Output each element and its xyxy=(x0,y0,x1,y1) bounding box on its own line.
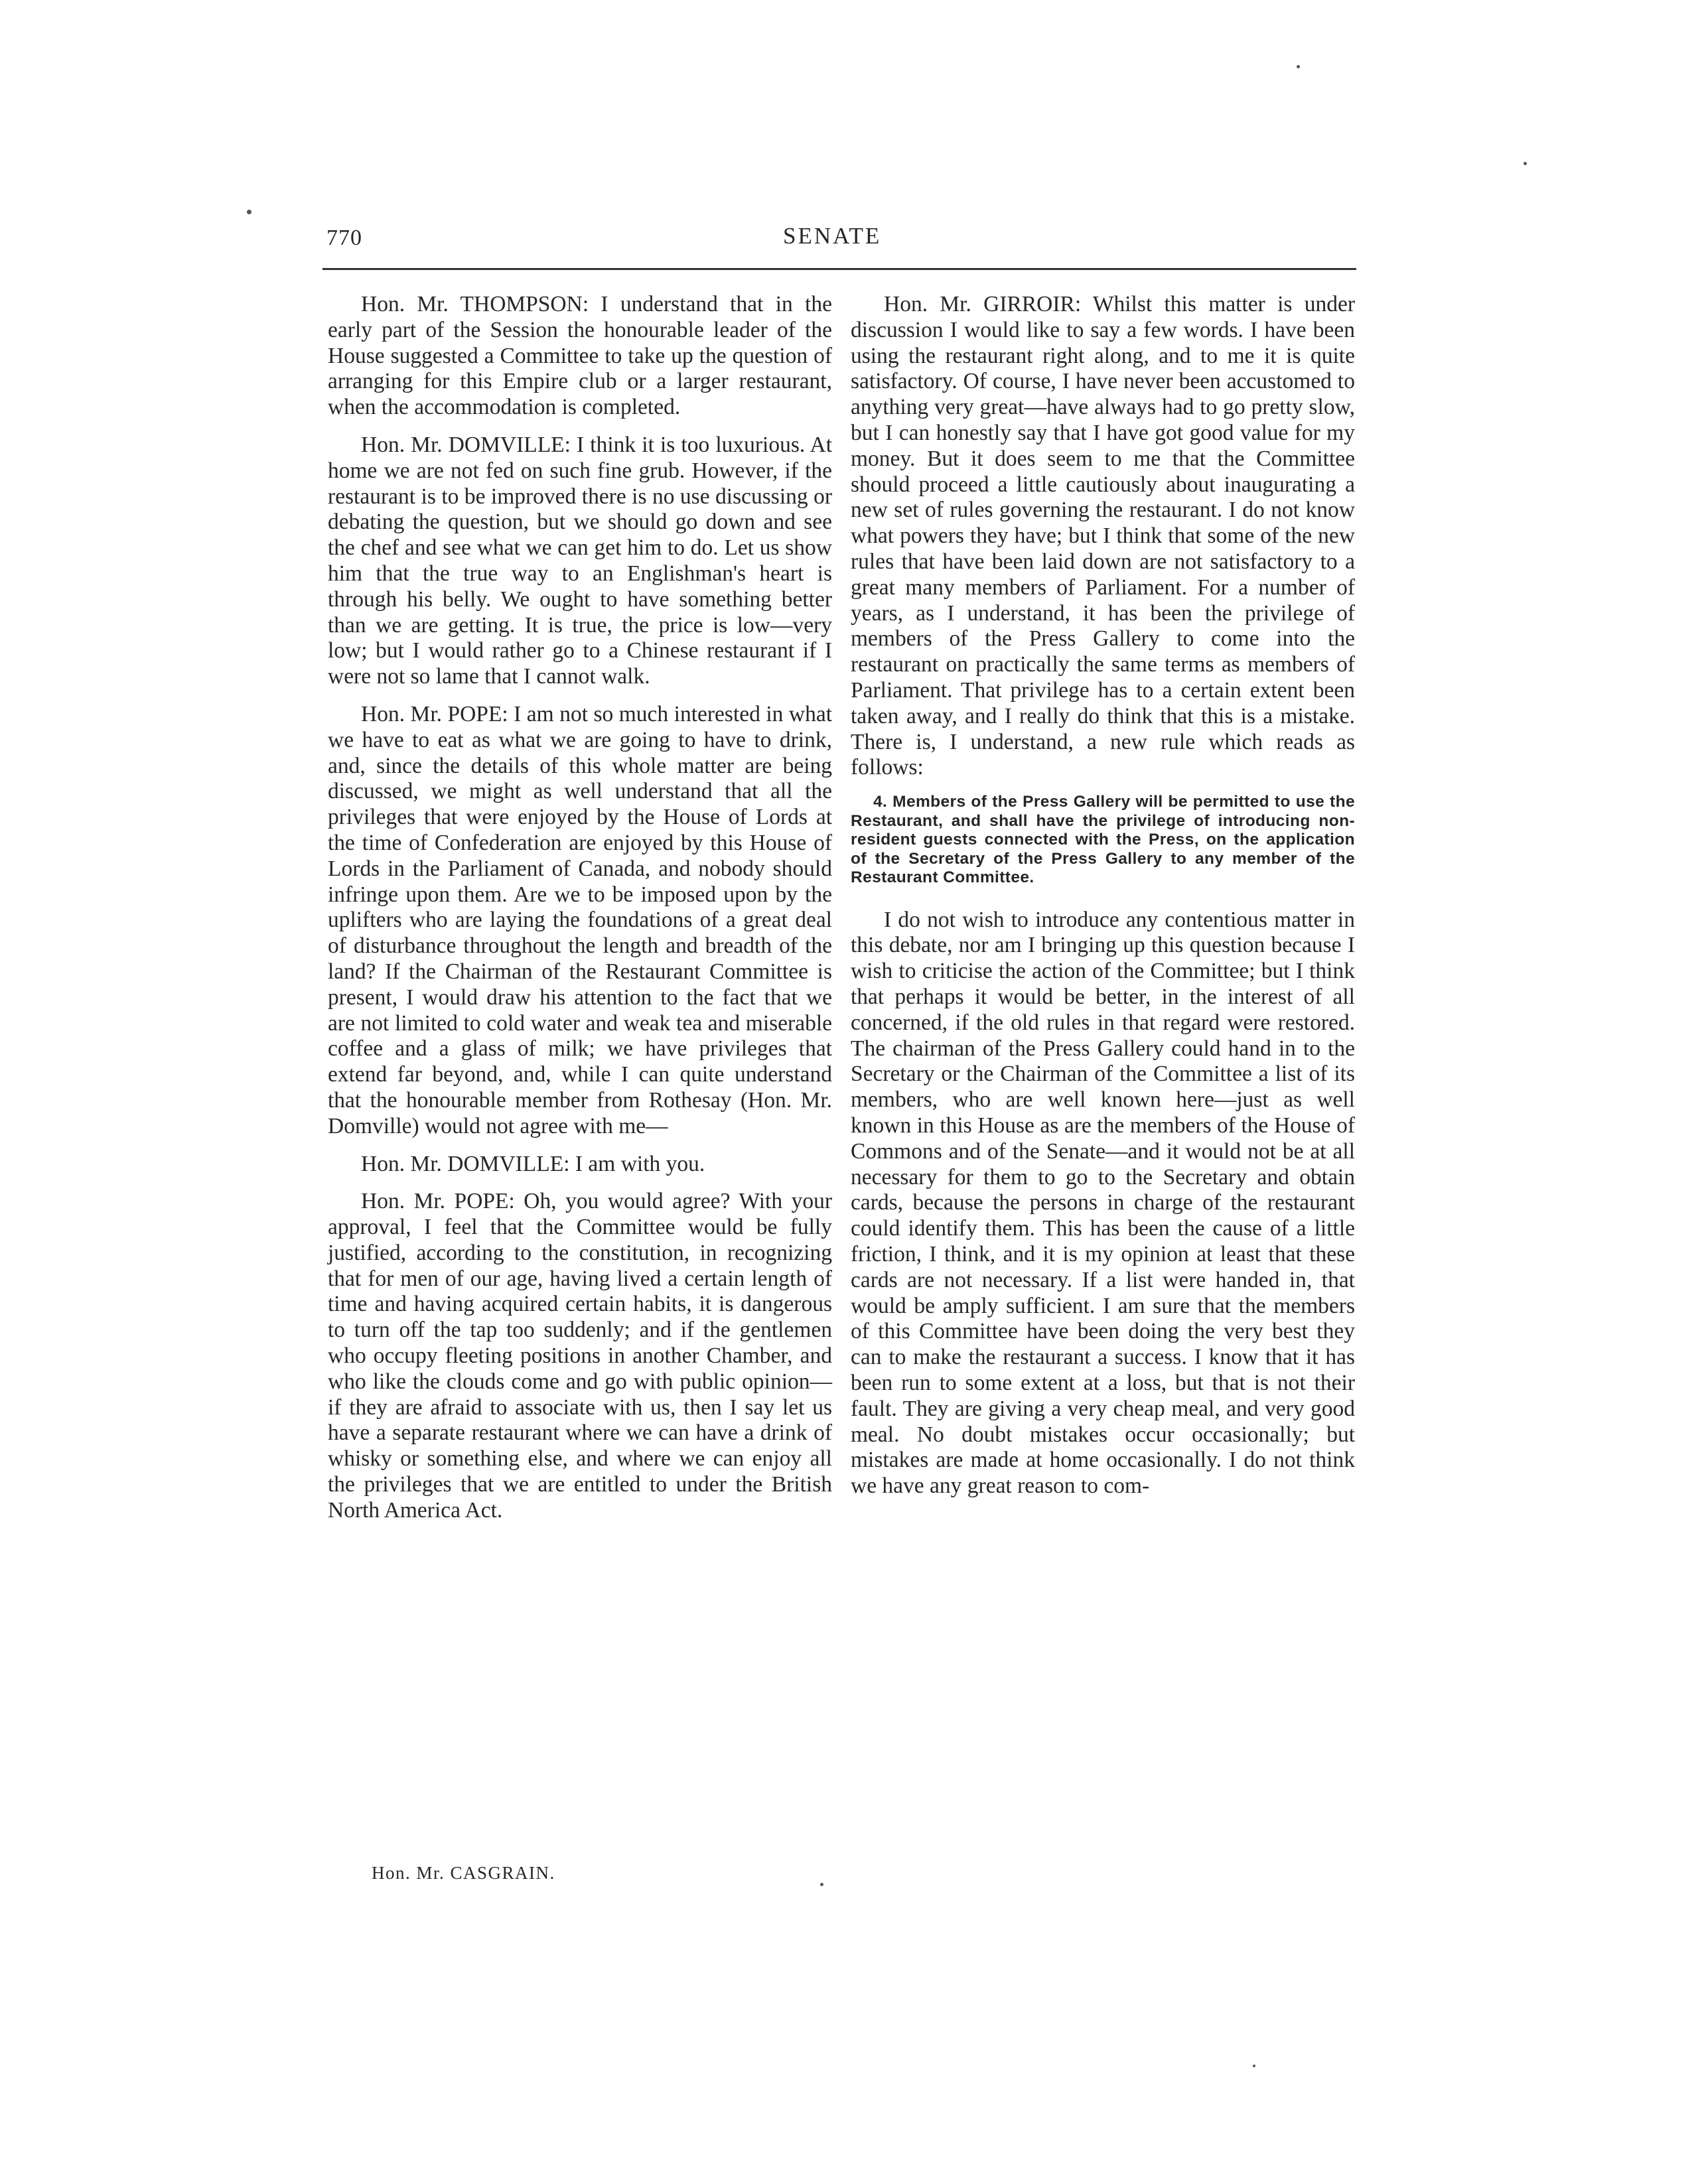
scan-speck xyxy=(1524,162,1527,165)
scan-speck xyxy=(1297,65,1300,68)
right-column xyxy=(851,292,1355,1511)
speech-thompson: Hon. Mr. THOMPSON: I understand that in the early part of the Session the honourable leader of the House suggested a Committee to take up the question of arranging for this Empire club or a larger restaurant, when the accommodation is completed. xyxy=(328,292,832,420)
speech-pope-2: Hon. Mr. POPE: Oh, you would agree? With your approval, I feel that the Committee would be fully justified, according to the constitution, in recognizing that for men of our age, having lived a certain length of time and having acquired certain habits, it is dangerous to turn off the tap too suddenly; and if the gentlemen who occupy fleeting positions in another Chamber, and who like the clouds come and go with public opinion—if they are afraid to associate with us, then I say let us have a separate restaurant where we can have a drink of whisky or something else, and where we can enjoy all the privileges that we are entitled to under the British North America Act. xyxy=(328,1189,832,1523)
speech-girroir-1: Hon. Mr. GIRROIR: Whilst this matter is under discussion I would like to say a few words. I have been using the restaurant right along, and to me it is quite satisfactory. Of course, I have never been accustomed to anything very great—have always had to go pretty slow, but I can honestly say that I have got good value for my money. But it does seem to me that the Committee should proceed a little cautiously about inaugurating a new set of rules governing the restaurant. I do not know what powers they have; but I think that some of the new rules that have been laid down are not satisfactory to a great many members of Parliament. For a number of years, as I understand, it has been the privilege of members of the Press Gallery to come into the restaurant on practically the same terms as members of Parliament. That privilege has to a certain extent been taken away, and I really do think that this is a mistake. There is, I understand, a new rule which reads as follows: xyxy=(851,292,1355,780)
scan-speck xyxy=(247,210,251,214)
header-rule xyxy=(322,268,1356,270)
left-column xyxy=(328,292,832,1536)
speech-pope-1: Hon. Mr. POPE: I am not so much interested in what we have to eat as what we are going to have to drink, and, since the details of this whole matter are being discussed, we might as well understand that all the privileges that were enjoyed by the House of Lords at the time of Confederation are enjoyed by this House of Lords in the Parliament of Canada, and nobody should infringe upon them. Are we to be imposed upon by the uplifters who are laying the foundations of a great deal of disturbance throughout the length and breadth of the land? If the Chairman of the Restaurant Committee is present, I would draw his attention to the fact that we are not limited to cold water and weak tea and miserable coffee and a glass of milk; we have privileges that extend far beyond, and, while I can quite understand that the honourable member from Rothesay (Hon. Mr. Domville) would not agree with me— xyxy=(328,701,832,1138)
footer-catchword: Hon. Mr. CASGRAIN. xyxy=(372,1863,555,1883)
page-number: 770 xyxy=(326,226,362,250)
quoted-rule: 4. Members of the Press Gallery will be permitted to use the Restaurant, and shall have the privilege of introducing non-resident guests connected with the Press, on the application of the Secretary of the Press Gallery to any member of the Restaurant Committee. xyxy=(851,793,1355,887)
running-head: SENATE xyxy=(783,223,882,249)
speech-girroir-2: I do not wish to introduce any contentious matter in this debate, nor am I bringing up this question because I wish to criticise the action of the Committee; but I think that perhaps it would be better, in the interest of all concerned, if the old rules in that regard were restored. The chairman of the Press Gallery could hand in to the Secretary or the Chairman of the Committee a list of its members, who are well known here—just as well known in this House as are the members of the House of Commons and of the Senate—and it would not be at all necessary for them to go to the Secretary and obtain cards, because the persons in charge of the restaurant could identify them. This has been the cause of a little friction, I think, and it is my opinion at least that these cards are not necessary. If a list were handed in, that would be amply sufficient. I am sure that the members of this Committee have been doing the very best they can to make the restaurant a success. I know that it has been run to some extent at a loss, but that is not their fault. They are giving a very cheap meal, and very good meal. No doubt mistakes occur occasionally; but mistakes are made at home occasionally. I do not think we have any great reason to com- xyxy=(851,907,1355,1499)
scan-speck xyxy=(820,1883,823,1886)
speech-domville-1: Hon. Mr. DOMVILLE: I think it is too luxurious. At home we are not fed on such fine grub. However, if the restaurant is to be improved there is no use discussing or debating the question, but we should go down and see the chef and see what we can get him to do. Let us show him that the true way to an Englishman's heart is through his belly. We ought to have something better than we are getting. It is true, the price is low—very low; but I would rather go to a Chinese restaurant if I were not so lame that I cannot walk. xyxy=(328,432,832,689)
scan-speck xyxy=(1253,2065,1255,2067)
speech-domville-2: Hon. Mr. DOMVILLE: I am with you. xyxy=(361,1151,705,1176)
